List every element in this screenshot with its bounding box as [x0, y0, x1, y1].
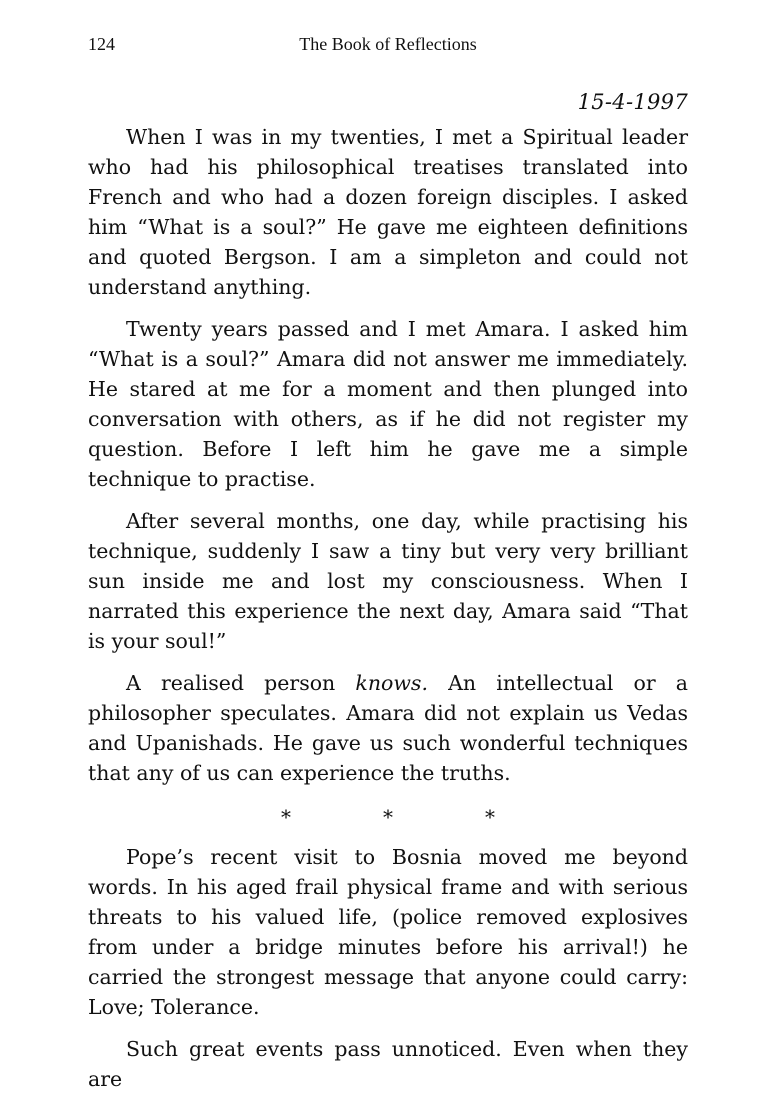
entry-date: 15-4-1997	[577, 90, 688, 114]
paragraph-2: Twenty years passed and I met Amara. I asked him “What is a soul?” Amara did not answer me immediately. He stared at me for a moment and then plunged into conversation with others, as if he did not register my question. Before I left him he gave me a simple technique to practise.	[88, 317, 688, 491]
paragraph-3: After several months, one day, while practising his technique, suddenly I saw a tiny but very very brilliant sun inside me and lost my consciousness. When I narrated this experience the next day, Amara said “That is your soul!”	[88, 509, 688, 653]
separator-asterisk: *	[383, 805, 393, 829]
running-head	[88, 30, 688, 60]
paragraph-4-rest: An intellectual or a philosopher speculates. Amara did not explain us Vedas and Upanishads. He gave us such wonderful techniques that any of us can experience the truths.	[88, 671, 688, 785]
book-page	[88, 30, 688, 1106]
section-separator	[88, 800, 688, 834]
emphasis-knows: knows.	[355, 671, 428, 695]
paragraph-4-lead: A realised person	[126, 671, 356, 695]
book-title: The Book of Reflections	[299, 34, 477, 54]
paragraph-4	[88, 668, 688, 788]
separator-asterisk: *	[485, 805, 495, 829]
paragraph-5: Pope’s recent visit to Bosnia moved me beyond words. In his aged frail physical frame and with serious threats to his valued life, (police removed explosives from under a bridge minutes before his arrival!) he carried the strongest message that anyone could carry: Love; Tolerance.	[88, 845, 688, 1019]
paragraph-1: When I was in my twenties, I met a Spiritual leader who had his philosophical treatises translated into French and who had a dozen foreign disciples. I asked him “What is a soul?” He gave me eighteen definitions and quoted Bergson. I am a simpleton and could not understand anything.	[88, 125, 688, 299]
paragraph-6: Such great events pass unnoticed. Even when they are	[88, 1037, 688, 1091]
separator-asterisk: *	[281, 805, 291, 829]
page-number: 124	[88, 34, 115, 54]
